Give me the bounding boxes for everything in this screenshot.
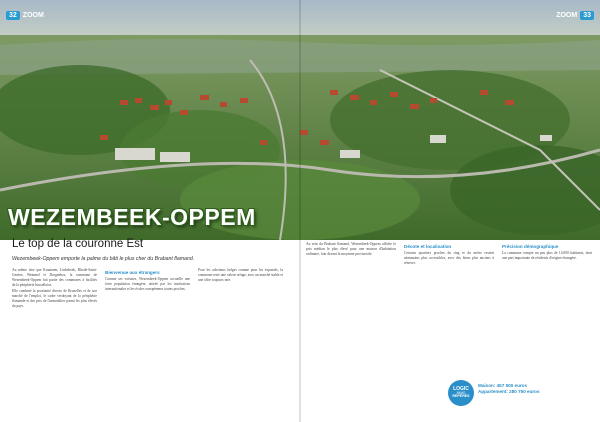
price-box [478, 383, 540, 396]
article-lead: Wezembeek-Oppem emporte la palme du bâti le plus cher du Brabant flamand. [12, 256, 195, 262]
column-heading: Décote et localisation [404, 244, 452, 249]
paragraph: Au même titre que Kraainem, Linkebeek, Rhode-Saint-Genèse, Wemmel et Drogenbos, la commune de Wezembeek-Oppem fait partie des communes à facilités de la périphérie bruxelloise. [12, 268, 97, 287]
badge-line1: LOGIC [453, 386, 469, 393]
text-column [12, 268, 97, 311]
section-label-right: ZOOM [556, 12, 578, 19]
price-house: Maison: 457 500 euros [478, 383, 528, 388]
column-heading: Précision démographique [502, 244, 559, 249]
text-column [105, 268, 190, 311]
paragraph: Elle combine la proximité directe de Bruxelles et de son marché de l'emploi, le cadre verdoyant de la périphérie flamande et des prix de l'immobilier parmi les plus élevés du pays. [12, 289, 97, 308]
page-number-right: 33 [580, 11, 594, 20]
paragraph: Pour les acheteurs belges comme pour les expatriés, la commune reste une valeur refuge, avec un marché stable et une offre toujours rare. [198, 268, 284, 282]
article-subtitle: Le top de la couronne Est [12, 238, 144, 250]
paragraph: La commune compte un peu plus de 14.000 habitants, dont une part importante de résidents d'origine étrangère. [502, 251, 592, 261]
logic-immo-badge [448, 380, 474, 406]
folio-left [6, 11, 44, 20]
left-page-columns [12, 268, 283, 311]
paragraph: Certains quartiers proches du ring et du métro restent néanmoins plus accessibles, avec des biens plus anciens à rénover. [404, 251, 494, 265]
article-headline: WEZEMBEEK-OPPEM [8, 204, 256, 230]
badge-line3: REPÈRES [452, 394, 470, 399]
section-label-left: ZOOM [22, 12, 44, 19]
text-column [198, 268, 283, 311]
paragraph: Comme ses voisines, Wezembeek-Oppem accueille une forte population étrangère, attirée par les institutions internationales et les écoles européennes toutes proches. [105, 277, 190, 291]
column-heading: Bienvenue aux étrangers [105, 270, 160, 275]
price-apartment: Appartement: 280 750 euros [478, 389, 540, 395]
page-gutter [299, 0, 301, 422]
badge-line2: IMMO [456, 391, 466, 396]
folio-right [556, 11, 594, 20]
text-column [306, 242, 396, 268]
text-column [502, 242, 592, 268]
right-page-columns [306, 242, 592, 268]
page-number-left: 32 [6, 11, 20, 20]
text-column [404, 242, 494, 268]
paragraph: Au sein du Brabant flamand, Wezembeek-Oppem affiche le prix médian le plus élevé pour une maison d'habitation ordinaire, loin devant la moyenne provinciale. [306, 242, 396, 256]
